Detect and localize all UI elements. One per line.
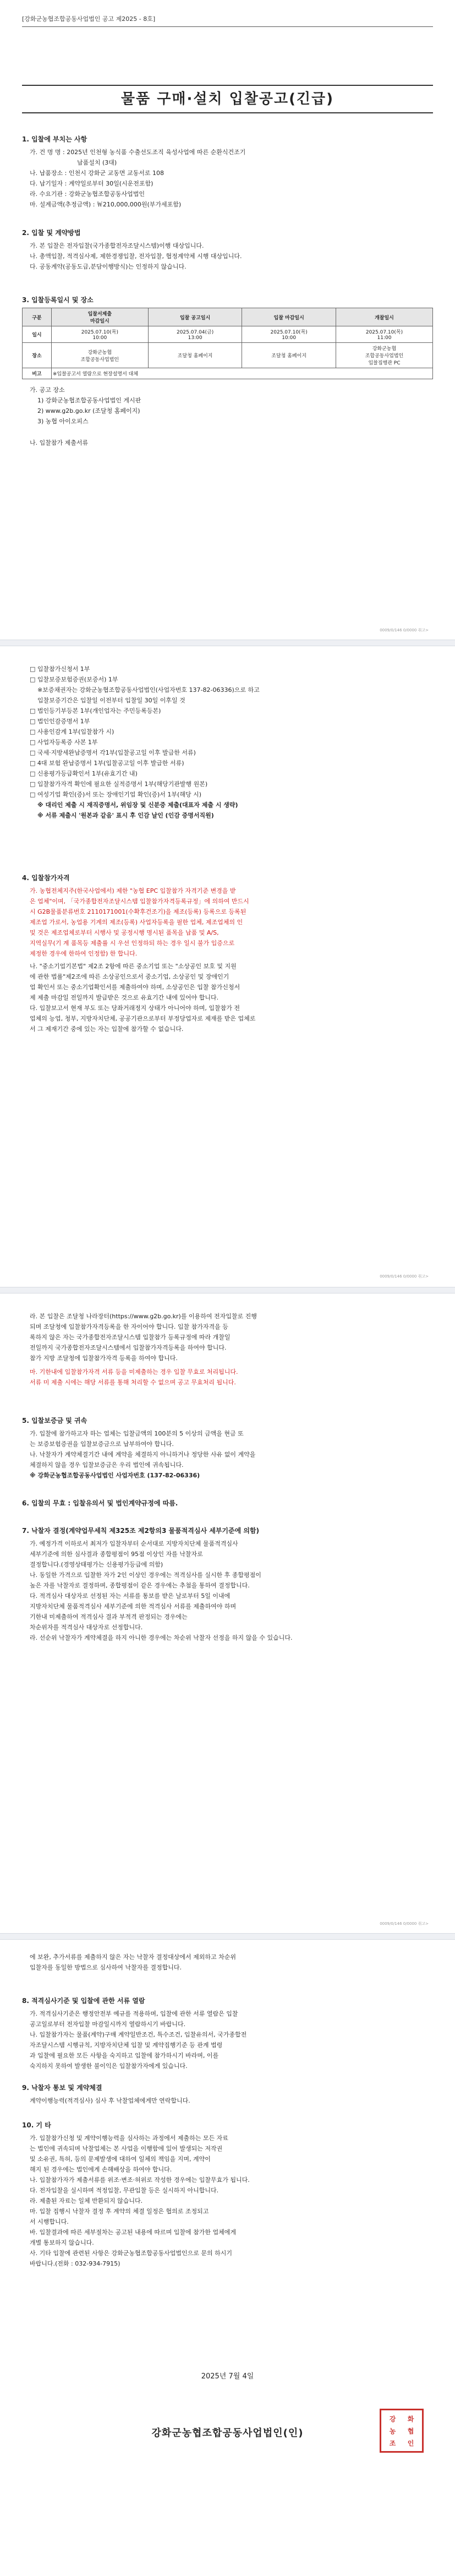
text-line: 사. 기타 입찰에 관련된 사항은 강화군농협조합공동사업법인으로 문의 하시기 <box>30 2250 233 2257</box>
list-item: □ 입찰보증보험증권(보증서) 1부 <box>30 676 118 683</box>
text-line: 가. 농협전체지주(한국사업에서) 제한 "농협 EPC 입찰참가 자격기준 변경을 받 <box>30 887 236 894</box>
text-line: 가. 본 입찰은 전자입찰(국가종합전자조달시스템)이행 대상입니다. <box>30 242 204 249</box>
section-award-decision <box>22 1526 433 1643</box>
text-line: 마. 기한내에 입찰참가자격 서류 등을 미제출하는 경우 입찰 무효로 처리됩니다. <box>30 1368 238 1376</box>
text-line: 계약이행능력(적격심사) 심사 후 낙찰업체에게만 연락합니다. <box>30 2097 190 2104</box>
eligibility-text <box>22 961 433 1034</box>
section-heading: 3. 입찰등록일시 및 장소 <box>22 296 94 304</box>
section-schedule <box>22 295 433 448</box>
text-line: 는 법인에 귀속되며 낙찰업체는 본 사업을 이행함에 있어 발생되는 저작권 <box>30 2145 223 2152</box>
text-line: 바랍니다.(전화 : 032-934-7915) <box>30 2260 120 2267</box>
table-cell: 일시 <box>23 326 52 343</box>
text-line: 서 시행합니다. <box>30 2218 69 2225</box>
table-cell: 조달청 홈페이지 <box>242 343 336 368</box>
text-line: 다. 납기일자 : 계약일로부터 30일(시운전포함) <box>30 180 154 187</box>
section-heading: 9. 낙찰자 통보 및 계약체결 <box>22 2084 102 2092</box>
eligibility-highlight <box>22 886 433 959</box>
section-heading: 8. 적격심사기준 및 입찰에 관한 서류 열람 <box>22 1997 145 2005</box>
text-line: 에 보완, 추가서류를 제출하지 않은 자는 낙찰자 결정대상에서 제외하고 차순위 <box>30 1953 236 1961</box>
text-line: 가. 입찰참가신청 및 계약이행능력을 심사하는 과정에서 제출하는 모든 자료 <box>30 2135 228 2142</box>
list-item: □ 사업자등록증 사본 1부 <box>30 739 98 746</box>
section-bid-invalid <box>22 1498 433 1511</box>
text-line: 가. 공고 장소 <box>30 386 65 394</box>
section-bidding-items <box>22 134 433 210</box>
list-item: □ 입찰참가신청서 1부 <box>30 665 90 673</box>
required-documents-list <box>22 664 433 821</box>
table-cell: 강화군농협 조합공동사업법인 <box>51 343 148 368</box>
text-line: 나. 낙찰자가 계약체결기간 내에 계약을 체결하지 아니하거나 정당한 사유 없이 계약을 <box>30 1451 256 1458</box>
text-line: 및 것은 제조업체로부터 시행사 및 공정시행 명시된 품목을 납품 및 A/S, <box>30 929 219 936</box>
document-page-3 <box>0 1295 455 1932</box>
table-header: 입찰서제출 마감일시 <box>51 308 148 326</box>
text-line: 나. 입찰참가자는 물품(계약)구매 계약일반조건, 특수조건, 입찰유의서, 국가종합전 <box>30 2031 247 2038</box>
text-line: 3) 농협 아이오피스 <box>37 418 89 425</box>
section-other <box>22 2120 433 2269</box>
page-divider <box>0 1933 455 1940</box>
text-line: 은 업체"이며, 「국가종합전자조달시스템 입찰참가자격등록규정」에 의하여 반드시 <box>30 898 249 905</box>
seal-char: 강 <box>389 2415 396 2423</box>
seal-char: 조 <box>389 2439 396 2447</box>
text-line: 높은 자를 낙찰자로 결정하며, 종합평점이 같은 경우에는 추첨을 통하여 결정합니다. <box>30 1582 250 1589</box>
section-heading: 10. 기 타 <box>22 2121 51 2129</box>
page-divider <box>0 640 455 646</box>
text-line: 마. 설계금액(추정금액) : ￦210,000,000원(부가세포함) <box>30 201 182 208</box>
text-line: 해지 된 경우에는 법인에게 손해배상을 하여야 합니다. <box>30 2166 172 2173</box>
seal-char: 화 <box>407 2415 414 2423</box>
page-footer: 0009/0/146 0/0000 취고> <box>380 1922 429 1926</box>
list-item: □ 여성기업 확인(증)서 또는 장애인기업 확인(증)서 1부(해당 시) <box>30 791 202 798</box>
seal-char: 농 <box>389 2427 396 2435</box>
section-notification <box>22 2083 433 2106</box>
table-cell: 조달청 홈페이지 <box>148 343 242 368</box>
text-line: 제조업 가로서, 농업용 기계의 제조(등록) 사업자등록을 필한 업체, 제조업체의 인 <box>30 919 243 926</box>
table-header: 구분 <box>23 308 52 326</box>
table-cell: 2025.07.04(금) 13:00 <box>148 326 242 343</box>
table-cell: 2025.07.10(목) 11:00 <box>336 326 432 343</box>
link-text: 2) www.g2b.go.kr (조달청 홈페이지) <box>37 407 140 414</box>
text-line: 다. 입찰보고서 현재 부도 또는 당좌거래정지 상태가 아니어야 하며, 입찰참가 전 <box>30 1005 240 1012</box>
section-award-cont <box>22 1952 433 1973</box>
text-line: 나. 입찰참가 제출서류 <box>30 439 89 446</box>
text-line: 록하지 않은 자는 국가종합전자조달시스템 입찰참가 등록규정에 따라 개찰일 <box>30 1334 231 1341</box>
text-line: 나. 총액입찰, 적격심사제, 제한경쟁입찰, 전자입찰, 협정계약체 시행 대상입니다. <box>30 253 242 260</box>
page-divider <box>0 1287 455 1294</box>
text-line: 라. 제출된 자료는 일체 반환되지 않습니다. <box>30 2197 143 2204</box>
table-cell: 비고 <box>23 368 52 379</box>
text-line: 시 G2B물품분류번호 2110171001(수확후건조기)을 제조(등록) 등록으로 등록된 <box>30 908 246 915</box>
text-line: 기한내 미제출하여 적격심사 결과 부적격 판정되는 경우에는 <box>30 1613 188 1620</box>
text-line: ※ 강화군농협조합공동사업법인 사업자번호 (137-82-06336) <box>30 1472 200 1479</box>
header-rule <box>22 26 433 27</box>
official-seal <box>380 2409 424 2453</box>
text-line: 입찰자를 동일한 방법으로 심사하여 낙찰자를 결정합니다. <box>30 1964 182 1971</box>
text-line: 가. 건 명 명 : 2025년 인천형 농식품 수출선도조직 육성사업에 따른 순환식건조기 <box>30 149 246 156</box>
text-line: 전일까지 국가종합전자조달시스템에서 입찰참가자격등록을 하여야 합니다. <box>30 1344 227 1351</box>
schedule-table <box>22 308 433 379</box>
table-cell: ※입찰공고서 열람으로 현장설명서 대체 <box>51 368 432 379</box>
document-page-4 <box>0 1941 455 2576</box>
list-item: □ 국세·지방세완납증명서 각1부(입찰공고일 이후 발급한 서류) <box>30 749 196 756</box>
note-line: ※ 서류 제출시 '원본과 같음' 표시 후 인감 날인 (인감 증명서직원) <box>37 812 214 819</box>
table-header-row <box>23 308 433 326</box>
issuing-organization: 강화군농협조합공동사업법인(인) <box>151 2427 304 2439</box>
text-line: 자조달시스템 시행규칙, 지방자치단체 입찰 및 계약집행기준 등 관계 법령 <box>30 2042 223 2049</box>
text-line: 공고일로부터 전자입찰 마감일시까지 열람하시기 바랍니다. <box>30 2021 186 2028</box>
table-cell: 2025.07.10(목) 10:00 <box>242 326 336 343</box>
text-line: 에 관한 법률"제2조에 따른 소상공인으로서 중소기업, 소상공인 및 장애인기 <box>30 973 229 980</box>
text-line: 납품설치 (3대) <box>77 159 117 166</box>
section-heading: 1. 입찰에 부치는 사항 <box>22 135 87 143</box>
text-line: 나. 납품장소 : 인천시 강화군 교동면 교동서로 108 <box>30 170 164 177</box>
text-line: 제 제출 마감일 전일까지 발급받은 것으로 유효기간 내에 있어야 합니다. <box>30 994 219 1001</box>
section-eligibility <box>22 873 433 1034</box>
note-line: ※ 대리인 제출 시 재직증명서, 위임장 및 신분증 제출(대표자 제출 시 생략) <box>37 801 238 809</box>
list-item: □ 4대 보험 완납증명서 1부(입찰공고일 이후 발급한 서류) <box>30 760 184 767</box>
text-line: 개별 통보하지 않습니다. <box>30 2239 94 2246</box>
announcement-date: 2025년 7월 4일 <box>201 2372 254 2381</box>
text-line: 1) 강화군농협조합공동사업법인 게시판 <box>37 397 141 404</box>
text-line: 차순위자를 적격심사 대상자로 선정합니다. <box>30 1624 143 1631</box>
list-item: □ 법인인감증명서 1부 <box>30 718 90 725</box>
list-item: □ 입찰참가자격 확인에 필요한 실적증명서 1부(해당기관발행 원본) <box>30 781 208 788</box>
text-line: 가. 예정가격 이하로서 최저가 입찰자부터 순서대로 지방자치단체 물품적격심사 <box>30 1540 238 1547</box>
section-criteria <box>22 1996 433 2071</box>
table-header: 입찰 공고일시 <box>148 308 242 326</box>
table-header: 입찰 마감일시 <box>242 308 336 326</box>
text-line: 체결하지 않을 경우 입찰보증금은 우리 법인에 귀속됩니다. <box>30 1461 184 1469</box>
text-line: 바. 입찰결과에 따른 세부절차는 공고된 내용에 따르며 입찰에 참가한 업체에게 <box>30 2229 236 2236</box>
text-line: 나. 동일한 가격으로 입찰한 자가 2인 이상인 경우에는 적격심사를 실시한 후 종합평점이 <box>30 1571 261 1579</box>
text-line: 마. 입찰 집행시 낙찰자 결정 후 계약의 체결 일정은 협의로 조정되고 <box>30 2208 209 2215</box>
text-line: 나. 입찰참가자가 제출서류를 위조·변조·허위로 작성한 경우에는 입찰무효가 됩니다. <box>30 2176 250 2184</box>
text-line: 라. 수요기관 : 강화군농협조합공동사업법인 <box>30 190 145 198</box>
section-heading: 7. 낙찰자 결정(계약업무세칙 제325조 제2항의3 물품적격심사 세부기준에 의함) <box>22 1527 260 1535</box>
text-line: 다. 전자입찰을 실시하며 적정입찰, 무관입찰 등은 실시하지 아니합니다. <box>30 2187 219 2194</box>
table-header: 개찰일시 <box>336 308 432 326</box>
table-cell: 강화군농협 조합공동사업법인 입찰집행관 PC <box>336 343 432 368</box>
website-link[interactable] <box>22 406 433 416</box>
page-footer: 0009/0/146 0/0000 취고> <box>380 1274 429 1279</box>
text-line: 세부기준에 의한 심사결과 종합평점이 95점 이상인 자를 낙찰자로 <box>30 1551 203 1558</box>
text-line: 과 입찰에 필요한 모든 사항을 숙지하고 입찰에 참가하시기 바라며, 이를 <box>30 2052 219 2059</box>
text-line: 되며 조달청에 입찰참가자격등록을 한 자이어야 합니다. 입찰 참가자격을 등 <box>30 1323 228 1330</box>
table-row <box>23 343 433 368</box>
table-cell: 장소 <box>23 343 52 368</box>
list-item: ※보증채권자는 강화군농협조합공동사업법인(사업자번호 137-82-06336)으로 하고 <box>37 686 260 694</box>
section-heading: 2. 입찰 및 계약방법 <box>22 229 81 237</box>
section-bid-method <box>22 228 433 272</box>
text-line: 서 그 제재기간 중에 있는 자는 입찰에 참가할 수 없습니다. <box>30 1025 184 1033</box>
text-line: 업체의 능업, 청부, 지방자치단체, 공공기관으로부터 부정당업자로 제재를 받은 업체로 <box>30 1015 256 1022</box>
text-line: 서류 미 제출 시에는 해당 서류를 통해 처리할 수 없으며 공고 무효처리 됩니다. <box>30 1379 236 1386</box>
seal-char: 인 <box>407 2439 414 2447</box>
text-line: 라. 본 입찰은 조달청 나라장터(https://www.g2b.go.kr)를 이용하여 전자입찰로 진행 <box>30 1313 257 1320</box>
document-page-1 <box>0 0 455 638</box>
list-item: 입찰보증기간은 입찰일 이전부터 입찰일 30일 이후일 것 <box>37 697 185 704</box>
text-line: 다. 공동계약(공동도급,분담이행방식)는 인정하지 않습니다. <box>30 263 187 270</box>
text-line: 숙지하지 못하여 발생한 불이익은 입찰참가자에게 있습니다. <box>30 2062 188 2070</box>
text-line: 업 확인서 또는 중소기업확인서를 제출하여야 하며, 소상공인은 입찰 참가신청서 <box>30 984 240 991</box>
text-line: 제정한 경우에 한하여 인정함) 한 합니다. <box>30 950 138 957</box>
text-line: 다. 적격심사 대상자로 선정된 자는 서류를 통보를 받은 날로부터 5일 이내에 <box>30 1592 231 1600</box>
page-footer: 0009/0/146 0/0000 취고> <box>380 628 429 632</box>
table-row <box>23 368 433 379</box>
section-heading: 4. 입찰참가자격 <box>22 874 70 882</box>
text-line: 나. "중소기업기본법" 제2조 2항에 따른 중소기업 또는 "소상공인 보호 및 지원 <box>30 963 237 970</box>
text-line: 결정합니다.(경영상태평가는 신용평가등급에 의함) <box>30 1561 163 1568</box>
section-heading: 6. 입찰의 무효 : 입찰유의서 및 법인계약규정에 따름. <box>22 1499 178 1507</box>
posting-locations <box>22 385 433 448</box>
document-page-2 <box>0 647 455 1285</box>
document-title: 물품 구매·설치 입찰공고(긴급) <box>22 85 433 113</box>
text-line: 지역실무(기 계 품목등 제출률 시 우선 인정하되 하는 경우 일시 불가 입증으로 <box>30 940 235 947</box>
seal-char: 협 <box>407 2427 414 2435</box>
text-line: 는 보증보험증권을 입찰보증금으로 납부하여야 합니다. <box>30 1440 174 1448</box>
list-item: □ 사용인감계 1부(입찰참가 시) <box>30 728 114 735</box>
section-heading: 5. 입찰보증금 및 귀속 <box>22 1417 87 1425</box>
list-item: □ 법인등기부등본 1부(개인업자는 주민등록등본) <box>30 707 161 714</box>
announcement-number: [강화군농협조합공동사업법인 공고 제2025 - 8호] <box>22 15 156 23</box>
text-line: 가. 적격심사기준은 행정안전부 예규를 적용하며, 입찰에 관한 서류 열람은 입찰 <box>30 2010 238 2017</box>
section-eligibility-cont <box>22 1311 433 1388</box>
list-item: □ 신용평가등급확인서 1부(유효기간 내) <box>30 770 138 777</box>
text-line: 및 소유권, 특허, 등의 문제발생에 대하여 일체의 책임을 지며, 계약이 <box>30 2155 211 2163</box>
table-cell: 2025.07.10(목) 10:00 <box>51 326 148 343</box>
text-line: 지방자치단체 물품적격심사 세부기준에 의한 적격심사 서류를 제출하여야 하며 <box>30 1603 237 1610</box>
text-line: 참가 지방 조달청에 입찰참가자격 등록을 하여야 합니다. <box>30 1355 178 1362</box>
section-bid-bond <box>22 1416 433 1481</box>
text-line: 가. 입찰에 참가하고자 하는 업체는 입찰금액의 100분의 5 이상의 금액을 현금 또 <box>30 1430 244 1437</box>
table-row <box>23 326 433 343</box>
text-line: 라. 선순위 낙찰자가 계약체결을 하지 아니한 경우에는 차순위 낙찰자 선정을 하지 않을 수 있습니다. <box>30 1634 293 1641</box>
